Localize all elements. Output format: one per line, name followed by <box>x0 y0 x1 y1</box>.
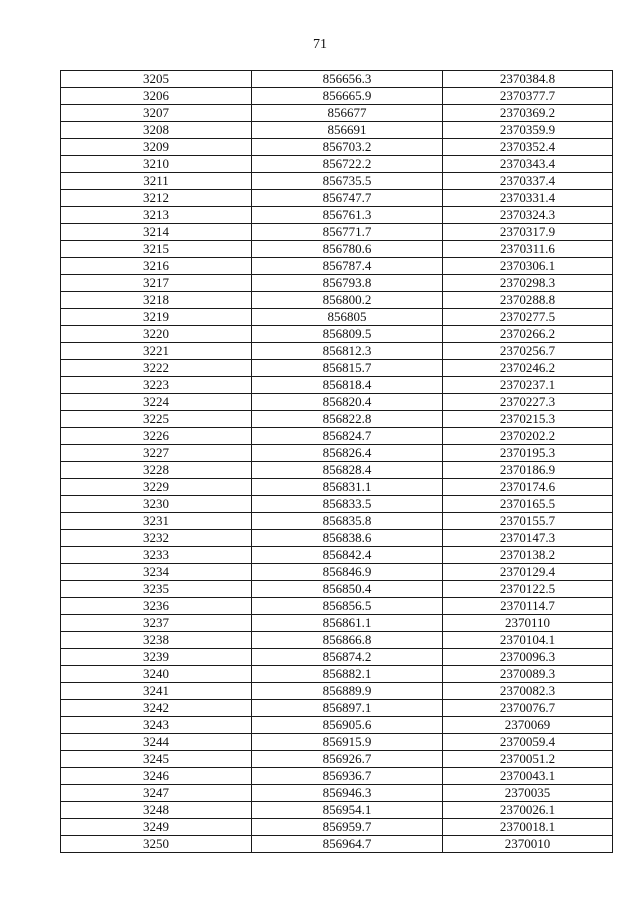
y-coordinate-cell: 2370195.3 <box>443 445 613 462</box>
table-row <box>61 71 613 88</box>
y-coordinate-cell: 2370359.9 <box>443 122 613 139</box>
table-row <box>61 547 613 564</box>
y-coordinate-cell: 2370069 <box>443 717 613 734</box>
x-coordinate-cell: 856809.5 <box>252 326 443 343</box>
x-coordinate-cell: 856850.4 <box>252 581 443 598</box>
x-coordinate-cell: 856833.5 <box>252 496 443 513</box>
table-row <box>61 241 613 258</box>
y-coordinate-cell: 2370246.2 <box>443 360 613 377</box>
point-number-cell: 3233 <box>61 547 252 564</box>
table-row <box>61 734 613 751</box>
x-coordinate-cell: 856812.3 <box>252 343 443 360</box>
y-coordinate-cell: 2370324.3 <box>443 207 613 224</box>
y-coordinate-cell: 2370237.1 <box>443 377 613 394</box>
x-coordinate-cell: 856936.7 <box>252 768 443 785</box>
point-number-cell: 3241 <box>61 683 252 700</box>
y-coordinate-cell: 2370110 <box>443 615 613 632</box>
table-row <box>61 360 613 377</box>
x-coordinate-cell: 856691 <box>252 122 443 139</box>
y-coordinate-cell: 2370165.5 <box>443 496 613 513</box>
point-number-cell: 3245 <box>61 751 252 768</box>
y-coordinate-cell: 2370122.5 <box>443 581 613 598</box>
x-coordinate-cell: 856889.9 <box>252 683 443 700</box>
x-coordinate-cell: 856861.1 <box>252 615 443 632</box>
y-coordinate-cell: 2370377.7 <box>443 88 613 105</box>
x-coordinate-cell: 856826.4 <box>252 445 443 462</box>
x-coordinate-cell: 856820.4 <box>252 394 443 411</box>
y-coordinate-cell: 2370343.4 <box>443 156 613 173</box>
point-number-cell: 3231 <box>61 513 252 530</box>
point-number-cell: 3246 <box>61 768 252 785</box>
x-coordinate-cell: 856964.7 <box>252 836 443 853</box>
table-row <box>61 275 613 292</box>
table-row <box>61 700 613 717</box>
y-coordinate-cell: 2370147.3 <box>443 530 613 547</box>
point-number-cell: 3221 <box>61 343 252 360</box>
point-number-cell: 3205 <box>61 71 252 88</box>
x-coordinate-cell: 856787.4 <box>252 258 443 275</box>
point-number-cell: 3224 <box>61 394 252 411</box>
x-coordinate-cell: 856946.3 <box>252 785 443 802</box>
point-number-cell: 3216 <box>61 258 252 275</box>
y-coordinate-cell: 2370174.6 <box>443 479 613 496</box>
table-body <box>61 71 613 853</box>
point-number-cell: 3229 <box>61 479 252 496</box>
y-coordinate-cell: 2370256.7 <box>443 343 613 360</box>
table-row <box>61 462 613 479</box>
x-coordinate-cell: 856846.9 <box>252 564 443 581</box>
x-coordinate-cell: 856665.9 <box>252 88 443 105</box>
table-row <box>61 445 613 462</box>
y-coordinate-cell: 2370369.2 <box>443 105 613 122</box>
x-coordinate-cell: 856828.4 <box>252 462 443 479</box>
table-row <box>61 802 613 819</box>
point-number-cell: 3239 <box>61 649 252 666</box>
x-coordinate-cell: 856954.1 <box>252 802 443 819</box>
table-row <box>61 326 613 343</box>
table-row <box>61 751 613 768</box>
point-number-cell: 3218 <box>61 292 252 309</box>
point-number-cell: 3215 <box>61 241 252 258</box>
table-row <box>61 768 613 785</box>
x-coordinate-cell: 856874.2 <box>252 649 443 666</box>
table-row <box>61 224 613 241</box>
point-number-cell: 3247 <box>61 785 252 802</box>
page-number: 71 <box>313 37 327 52</box>
point-number-cell: 3235 <box>61 581 252 598</box>
y-coordinate-cell: 2370096.3 <box>443 649 613 666</box>
coordinates-table <box>60 70 613 853</box>
table-row <box>61 615 613 632</box>
x-coordinate-cell: 856703.2 <box>252 139 443 156</box>
point-number-cell: 3213 <box>61 207 252 224</box>
table-row <box>61 632 613 649</box>
point-number-cell: 3208 <box>61 122 252 139</box>
x-coordinate-cell: 856677 <box>252 105 443 122</box>
y-coordinate-cell: 2370202.2 <box>443 428 613 445</box>
x-coordinate-cell: 856835.8 <box>252 513 443 530</box>
x-coordinate-cell: 856735.5 <box>252 173 443 190</box>
table-row <box>61 190 613 207</box>
y-coordinate-cell: 2370215.3 <box>443 411 613 428</box>
table-row <box>61 819 613 836</box>
point-number-cell: 3225 <box>61 411 252 428</box>
y-coordinate-cell: 2370337.4 <box>443 173 613 190</box>
x-coordinate-cell: 856780.6 <box>252 241 443 258</box>
x-coordinate-cell: 856800.2 <box>252 292 443 309</box>
point-number-cell: 3219 <box>61 309 252 326</box>
point-number-cell: 3227 <box>61 445 252 462</box>
y-coordinate-cell: 2370227.3 <box>443 394 613 411</box>
point-number-cell: 3237 <box>61 615 252 632</box>
x-coordinate-cell: 856656.3 <box>252 71 443 88</box>
y-coordinate-cell: 2370298.3 <box>443 275 613 292</box>
point-number-cell: 3240 <box>61 666 252 683</box>
y-coordinate-cell: 2370306.1 <box>443 258 613 275</box>
y-coordinate-cell: 2370129.4 <box>443 564 613 581</box>
table-row <box>61 139 613 156</box>
point-number-cell: 3206 <box>61 88 252 105</box>
x-coordinate-cell: 856805 <box>252 309 443 326</box>
point-number-cell: 3238 <box>61 632 252 649</box>
y-coordinate-cell: 2370288.8 <box>443 292 613 309</box>
table-row <box>61 666 613 683</box>
y-coordinate-cell: 2370051.2 <box>443 751 613 768</box>
point-number-cell: 3234 <box>61 564 252 581</box>
x-coordinate-cell: 856793.8 <box>252 275 443 292</box>
point-number-cell: 3211 <box>61 173 252 190</box>
y-coordinate-cell: 2370155.7 <box>443 513 613 530</box>
y-coordinate-cell: 2370010 <box>443 836 613 853</box>
x-coordinate-cell: 856818.4 <box>252 377 443 394</box>
x-coordinate-cell: 856838.6 <box>252 530 443 547</box>
table-row <box>61 836 613 853</box>
point-number-cell: 3236 <box>61 598 252 615</box>
point-number-cell: 3223 <box>61 377 252 394</box>
table-row <box>61 156 613 173</box>
table-row <box>61 530 613 547</box>
x-coordinate-cell: 856747.7 <box>252 190 443 207</box>
table-row <box>61 122 613 139</box>
table-row <box>61 394 613 411</box>
y-coordinate-cell: 2370035 <box>443 785 613 802</box>
x-coordinate-cell: 856722.2 <box>252 156 443 173</box>
table-row <box>61 479 613 496</box>
table-row <box>61 343 613 360</box>
y-coordinate-cell: 2370277.5 <box>443 309 613 326</box>
point-number-cell: 3226 <box>61 428 252 445</box>
y-coordinate-cell: 2370186.9 <box>443 462 613 479</box>
point-number-cell: 3243 <box>61 717 252 734</box>
y-coordinate-cell: 2370317.9 <box>443 224 613 241</box>
point-number-cell: 3244 <box>61 734 252 751</box>
table-row <box>61 649 613 666</box>
y-coordinate-cell: 2370026.1 <box>443 802 613 819</box>
y-coordinate-cell: 2370352.4 <box>443 139 613 156</box>
point-number-cell: 3228 <box>61 462 252 479</box>
y-coordinate-cell: 2370114.7 <box>443 598 613 615</box>
point-number-cell: 3242 <box>61 700 252 717</box>
point-number-cell: 3230 <box>61 496 252 513</box>
x-coordinate-cell: 856831.1 <box>252 479 443 496</box>
x-coordinate-cell: 856905.6 <box>252 717 443 734</box>
x-coordinate-cell: 856824.7 <box>252 428 443 445</box>
point-number-cell: 3210 <box>61 156 252 173</box>
x-coordinate-cell: 856915.9 <box>252 734 443 751</box>
table-row <box>61 496 613 513</box>
point-number-cell: 3232 <box>61 530 252 547</box>
x-coordinate-cell: 856882.1 <box>252 666 443 683</box>
point-number-cell: 3250 <box>61 836 252 853</box>
x-coordinate-cell: 856822.8 <box>252 411 443 428</box>
y-coordinate-cell: 2370331.4 <box>443 190 613 207</box>
table-row <box>61 207 613 224</box>
y-coordinate-cell: 2370266.2 <box>443 326 613 343</box>
y-coordinate-cell: 2370138.2 <box>443 547 613 564</box>
point-number-cell: 3249 <box>61 819 252 836</box>
table-row <box>61 309 613 326</box>
point-number-cell: 3212 <box>61 190 252 207</box>
x-coordinate-cell: 856842.4 <box>252 547 443 564</box>
y-coordinate-cell: 2370311.6 <box>443 241 613 258</box>
x-coordinate-cell: 856856.5 <box>252 598 443 615</box>
table-row <box>61 173 613 190</box>
y-coordinate-cell: 2370082.3 <box>443 683 613 700</box>
table-row <box>61 428 613 445</box>
y-coordinate-cell: 2370104.1 <box>443 632 613 649</box>
table-row <box>61 88 613 105</box>
table-row <box>61 105 613 122</box>
table-row <box>61 292 613 309</box>
x-coordinate-cell: 856959.7 <box>252 819 443 836</box>
point-number-cell: 3220 <box>61 326 252 343</box>
point-number-cell: 3217 <box>61 275 252 292</box>
x-coordinate-cell: 856771.7 <box>252 224 443 241</box>
x-coordinate-cell: 856866.8 <box>252 632 443 649</box>
point-number-cell: 3209 <box>61 139 252 156</box>
x-coordinate-cell: 856761.3 <box>252 207 443 224</box>
y-coordinate-cell: 2370076.7 <box>443 700 613 717</box>
point-number-cell: 3248 <box>61 802 252 819</box>
table-row <box>61 411 613 428</box>
table-row <box>61 785 613 802</box>
y-coordinate-cell: 2370089.3 <box>443 666 613 683</box>
point-number-cell: 3207 <box>61 105 252 122</box>
table-row <box>61 717 613 734</box>
point-number-cell: 3222 <box>61 360 252 377</box>
table-row <box>61 258 613 275</box>
table-row <box>61 513 613 530</box>
point-number-cell: 3214 <box>61 224 252 241</box>
table-row <box>61 683 613 700</box>
x-coordinate-cell: 856815.7 <box>252 360 443 377</box>
table-row <box>61 564 613 581</box>
y-coordinate-cell: 2370059.4 <box>443 734 613 751</box>
x-coordinate-cell: 856897.1 <box>252 700 443 717</box>
y-coordinate-cell: 2370043.1 <box>443 768 613 785</box>
y-coordinate-cell: 2370384.8 <box>443 71 613 88</box>
table-row <box>61 377 613 394</box>
table-row <box>61 598 613 615</box>
table-row <box>61 581 613 598</box>
x-coordinate-cell: 856926.7 <box>252 751 443 768</box>
y-coordinate-cell: 2370018.1 <box>443 819 613 836</box>
